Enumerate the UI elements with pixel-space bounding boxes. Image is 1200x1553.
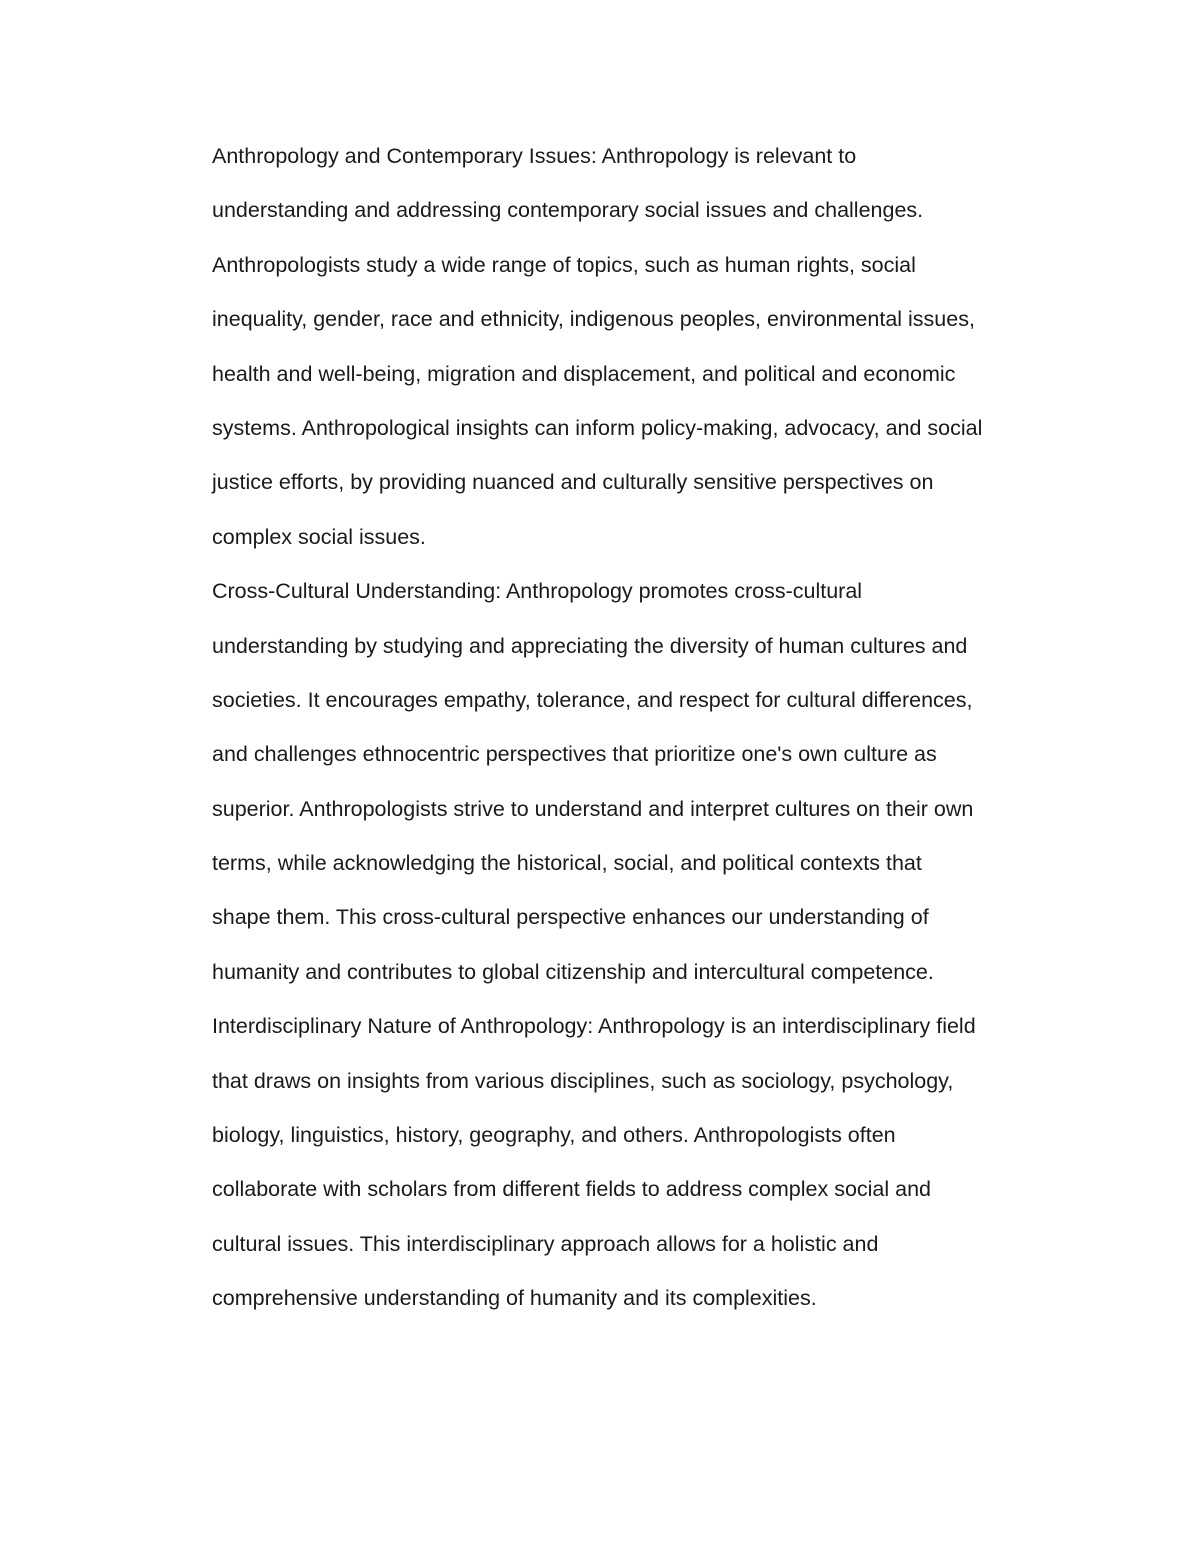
text-line: justice efforts, by providing nuanced and culturally sensitive perspectives on <box>212 470 934 495</box>
text-line: systems. Anthropological insights can inform policy-making, advocacy, and social <box>212 415 983 440</box>
text-line: complex social issues. <box>212 524 426 549</box>
text-line: Anthropologists study a wide range of topics, such as human rights, social <box>212 252 916 277</box>
document-body <box>212 137 1072 1334</box>
text-line: Anthropology and Contemporary Issues: Anthropology is relevant to <box>212 144 857 168</box>
text-line: comprehensive understanding of humanity and its complexities. <box>212 1286 817 1311</box>
text-line: superior. Anthropologists strive to understand and interpret cultures on their own <box>212 796 974 821</box>
text-line: health and well-being, migration and displacement, and political and economic <box>212 361 956 386</box>
text-line: cultural issues. This interdisciplinary approach allows for a holistic and <box>212 1231 879 1256</box>
text-line: societies. It encourages empathy, tolerance, and respect for cultural differences, <box>212 687 973 712</box>
text-line: collaborate with scholars from different fields to address complex social and <box>212 1177 932 1202</box>
text-line: Cross-Cultural Understanding: Anthropology promotes cross-cultural <box>212 579 863 604</box>
text-line: understanding and addressing contemporary social issues and challenges. <box>212 198 924 223</box>
text-line: humanity and contributes to global citizenship and intercultural competence. <box>212 959 934 984</box>
text-line: shape them. This cross-cultural perspective enhances our understanding of <box>212 905 929 930</box>
text-line: and challenges ethnocentric perspectives that prioritize one's own culture as <box>212 742 937 767</box>
text-line: that draws on insights from various disciplines, such as sociology, psychology, <box>212 1068 954 1093</box>
text-line: understanding by studying and appreciating the diversity of human cultures and <box>212 633 968 658</box>
text-line: inequality, gender, race and ethnicity, indigenous peoples, environmental issues, <box>212 307 975 332</box>
text-line: Interdisciplinary Nature of Anthropology: Anthropology is an interdisciplinary field <box>212 1014 976 1039</box>
text-line: terms, while acknowledging the historical, social, and political contexts that <box>212 851 922 876</box>
text-line: biology, linguistics, history, geography, and others. Anthropologists often <box>212 1123 896 1148</box>
